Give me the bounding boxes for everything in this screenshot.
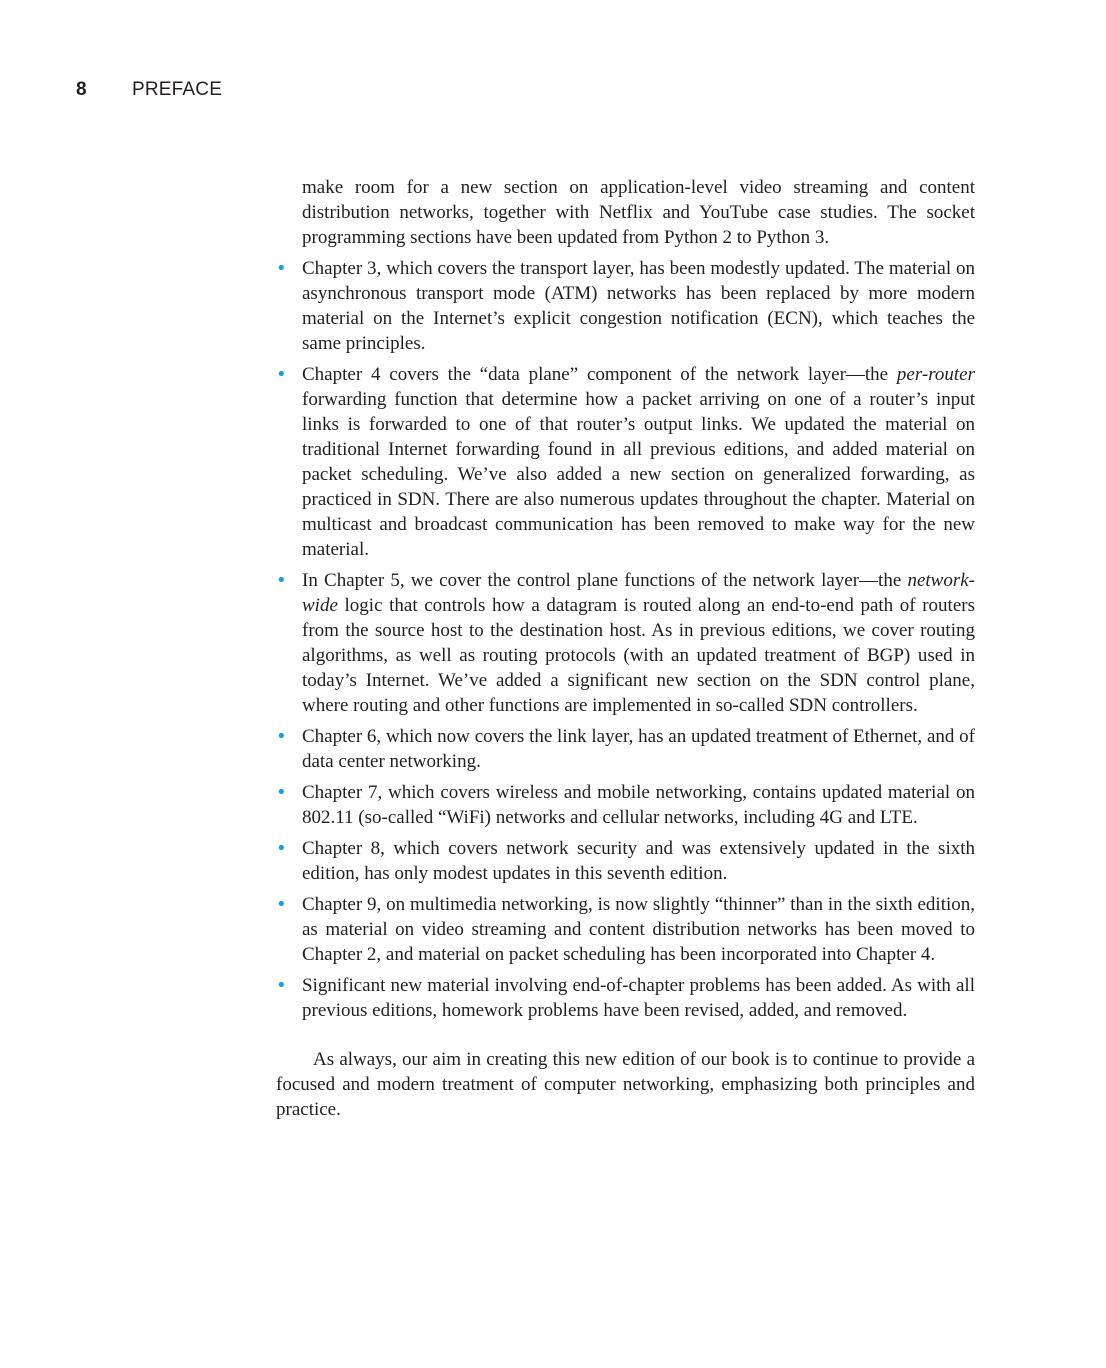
running-head xyxy=(76,76,222,104)
closing-paragraph: As always, our aim in creating this new edition of our book is to continue to provide a focused and modern treatment of computer networking, emphasizing both principles and practice. xyxy=(276,1049,975,1120)
page-number: 8 xyxy=(76,79,87,100)
bullet-dot-icon: • xyxy=(276,894,287,915)
bullet-text-segment: In Chapter 5, we cover the control plane functions of the network layer—the xyxy=(302,570,908,591)
bullet-item xyxy=(276,892,975,967)
bullet-item xyxy=(276,973,975,1023)
bullet-text-segment: Chapter 6, which now covers the link layer, has an updated treatment of Ethernet, and of data center networking. xyxy=(302,726,975,772)
bullet-dot-icon: • xyxy=(276,258,287,279)
bullet-text xyxy=(302,570,975,716)
body-text xyxy=(276,175,975,1122)
bullet-text xyxy=(302,782,975,828)
bullet-item xyxy=(276,256,975,356)
continuation-paragraph: make room for a new section on application-level video streaming and content distribution networks, together with Netflix and YouTube case studies. The socket programming sections have been updated from Python 2 to Python 3. xyxy=(302,177,975,248)
emphasis-text: per-router xyxy=(896,364,975,385)
bullet-text-segment: logic that controls how a datagram is routed along an end-to-end path of routers from the source host to the destination host. As in previous editions, we cover routing algorithms, as well as routing protocols (with an updated treatment of BGP) used in today’s Internet. We’ve added a significant new section on the SDN control plane, where routing and other functions are implemented in so-called SDN controllers. xyxy=(302,595,975,716)
bullet-item xyxy=(276,836,975,886)
running-head-title: PREFACE xyxy=(132,79,223,100)
bullet-text-segment: Chapter 4 covers the “data plane” component of the network layer—the xyxy=(302,364,897,385)
bullet-dot-icon: • xyxy=(276,782,287,803)
bullet-dot-icon: • xyxy=(276,838,287,859)
bullet-text xyxy=(302,258,975,354)
bullet-item xyxy=(276,780,975,830)
bullet-item xyxy=(276,568,975,718)
bullet-text xyxy=(302,838,975,884)
bullet-text-segment: forwarding function that determine how a packet arriving on one of a router’s input links is forwarded to one of that router’s output links. We updated the material on traditional Internet forwarding found in all previous editions, and added material on packet scheduling. We’ve also added a new section on generalized forwarding, as practiced in SDN. There are also numerous updates throughout the chapter. Material on multicast and broadcast communication has been removed to make way for the new material. xyxy=(302,389,975,560)
bullet-item xyxy=(276,362,975,562)
bullet-text xyxy=(302,726,975,772)
bullet-text-segment: Chapter 8, which covers network security and was extensively updated in the sixth edition, has only modest updates in this seventh edition. xyxy=(302,838,975,884)
bullet-item xyxy=(276,724,975,774)
bullet-dot-icon: • xyxy=(276,975,287,996)
emphasis-text: network-wide xyxy=(302,570,975,616)
bullet-dot-icon: • xyxy=(276,364,287,385)
bullet-text-segment: Chapter 7, which covers wireless and mobile networking, contains updated material on 802.11 (so-called “WiFi) networks and cellular networks, including 4G and LTE. xyxy=(302,782,975,828)
changes-bullet-list xyxy=(276,256,975,1023)
bullet-text xyxy=(302,894,975,965)
bullet-text xyxy=(302,364,975,560)
bullet-text xyxy=(302,975,975,1021)
bullet-dot-icon: • xyxy=(276,570,287,591)
bullet-dot-icon: • xyxy=(276,726,287,747)
bullet-text-segment: Chapter 3, which covers the transport layer, has been modestly updated. The material on asynchronous transport mode (ATM) networks has been replaced by more modern material on the Internet’s explicit congestion notification (ECN), which teaches the same principles. xyxy=(302,258,975,354)
bullet-text-segment: Significant new material involving end-of-chapter problems has been added. As with all previous editions, homework problems have been revised, added, and removed. xyxy=(302,975,975,1021)
bullet-text-segment: Chapter 9, on multimedia networking, is now slightly “thinner” than in the sixth edition, as material on video streaming and content distribution networks has been moved to Chapter 2, and material on packet scheduling has been incorporated into Chapter 4. xyxy=(302,894,975,965)
